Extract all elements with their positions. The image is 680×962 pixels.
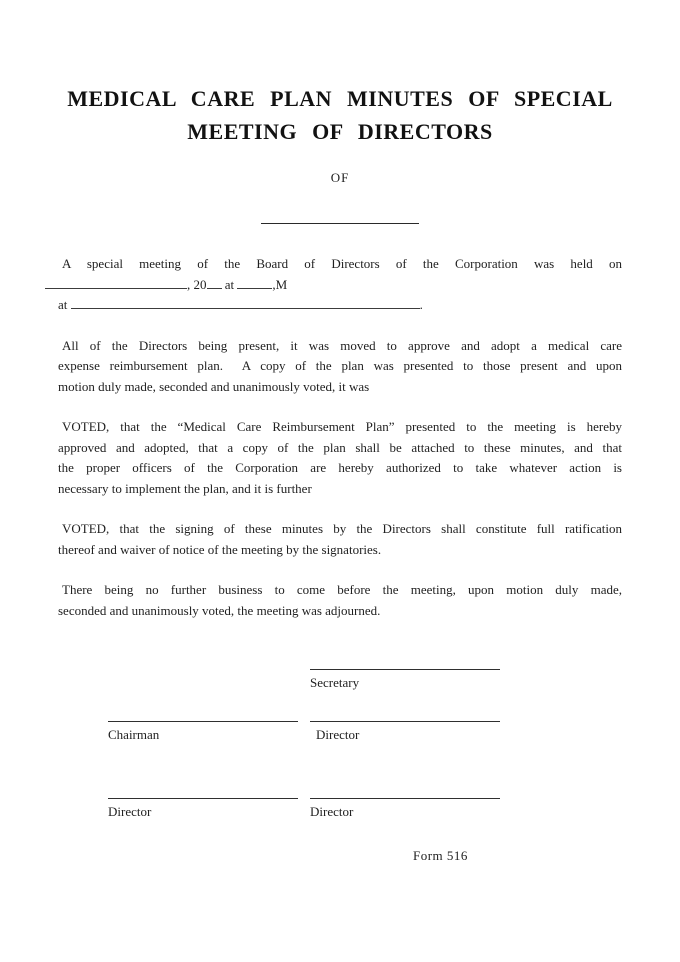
signature-cell-director-1 [310, 721, 500, 743]
title-line-2: MEETING OF DIRECTORS [187, 119, 493, 144]
signature-cell-empty [108, 669, 298, 691]
director-3-signature-line [310, 798, 500, 799]
title-line-1: MEDICAL CARE PLAN MINUTES OF SPECIAL [67, 86, 613, 111]
paragraph-line: necessary to implement the plan, and it is further [58, 480, 312, 496]
director-1-signature-line [310, 721, 500, 722]
chairman-label: Chairman [108, 727, 160, 742]
signature-row-secretary [108, 669, 620, 691]
signature-cell-secretary [310, 669, 500, 691]
paragraph-line: motion duly made, seconded and unanimously voted, it was [58, 378, 370, 394]
paragraph-meeting-held [58, 254, 622, 316]
signature-cell-chairman [108, 721, 298, 743]
paragraph-motion-to-adopt [58, 336, 622, 398]
paragraph-line: approved and adopted, that a copy of the plan shall be attached to these minutes, and that [58, 439, 622, 455]
fill-text: at [58, 297, 71, 312]
fill-text: , 20 [187, 276, 207, 292]
fill-text: . [419, 297, 423, 312]
paragraph-line: There being no further business to come before the meeting, upon motion duly made, [62, 582, 622, 597]
director-3-label: Director [310, 804, 354, 819]
secretary-label: Secretary [310, 675, 360, 690]
signature-row-chairman-director [108, 721, 620, 743]
of-label: OF [330, 170, 350, 185]
form-number: Form 516 [413, 848, 468, 863]
date-time-fill-line [45, 275, 622, 296]
location-blank-field [71, 296, 420, 309]
paragraph-line: thereof and waiver of notice of the meeting by the signatories. [58, 541, 382, 557]
chairman-signature-line [108, 721, 298, 722]
fill-text: ,M [272, 276, 288, 292]
director-2-label: Director [108, 804, 152, 819]
paragraph-line: All of the Directors being present, it was moved to approve and adopt a medical care [62, 337, 622, 353]
signature-row-directors [108, 798, 620, 820]
signature-section [108, 669, 620, 820]
document-title [0, 0, 680, 148]
year-blank-field [207, 276, 222, 289]
paragraph-line: the proper officers of the Corporation are hereby authorized to take whatever action is [58, 460, 622, 475]
director-2-signature-line [108, 798, 298, 799]
signature-cell-director-3 [310, 798, 500, 820]
fill-text: at [221, 276, 238, 292]
paragraph-voted-ratification [58, 519, 622, 560]
paragraph-adjournment [58, 580, 622, 621]
date-blank-field [45, 276, 187, 289]
paragraph-line: VOTED, that the signing of these minutes by the Directors shall constitute full ratification [62, 521, 622, 536]
corporation-name-blank-field [261, 223, 419, 224]
paragraph-voted-plan-adopted [58, 417, 622, 499]
paragraph-line: seconded and unanimously voted, the meeting was adjourned. [58, 602, 381, 618]
location-fill-line [58, 295, 622, 316]
paragraph-line: expense reimbursement plan. A copy of the plan was presented to those present and upon [58, 358, 622, 373]
time-blank-field [237, 276, 272, 289]
secretary-signature-line [310, 669, 500, 670]
paragraph-line: VOTED, that the “Medical Care Reimbursement Plan” presented to the meeting is hereby [62, 419, 622, 434]
signature-cell-director-2 [108, 798, 298, 820]
paragraph-line: A special meeting of the Board of Directors of the Corporation was held on [62, 256, 622, 271]
director-1-label: Director [316, 727, 360, 742]
document-body [58, 254, 622, 621]
